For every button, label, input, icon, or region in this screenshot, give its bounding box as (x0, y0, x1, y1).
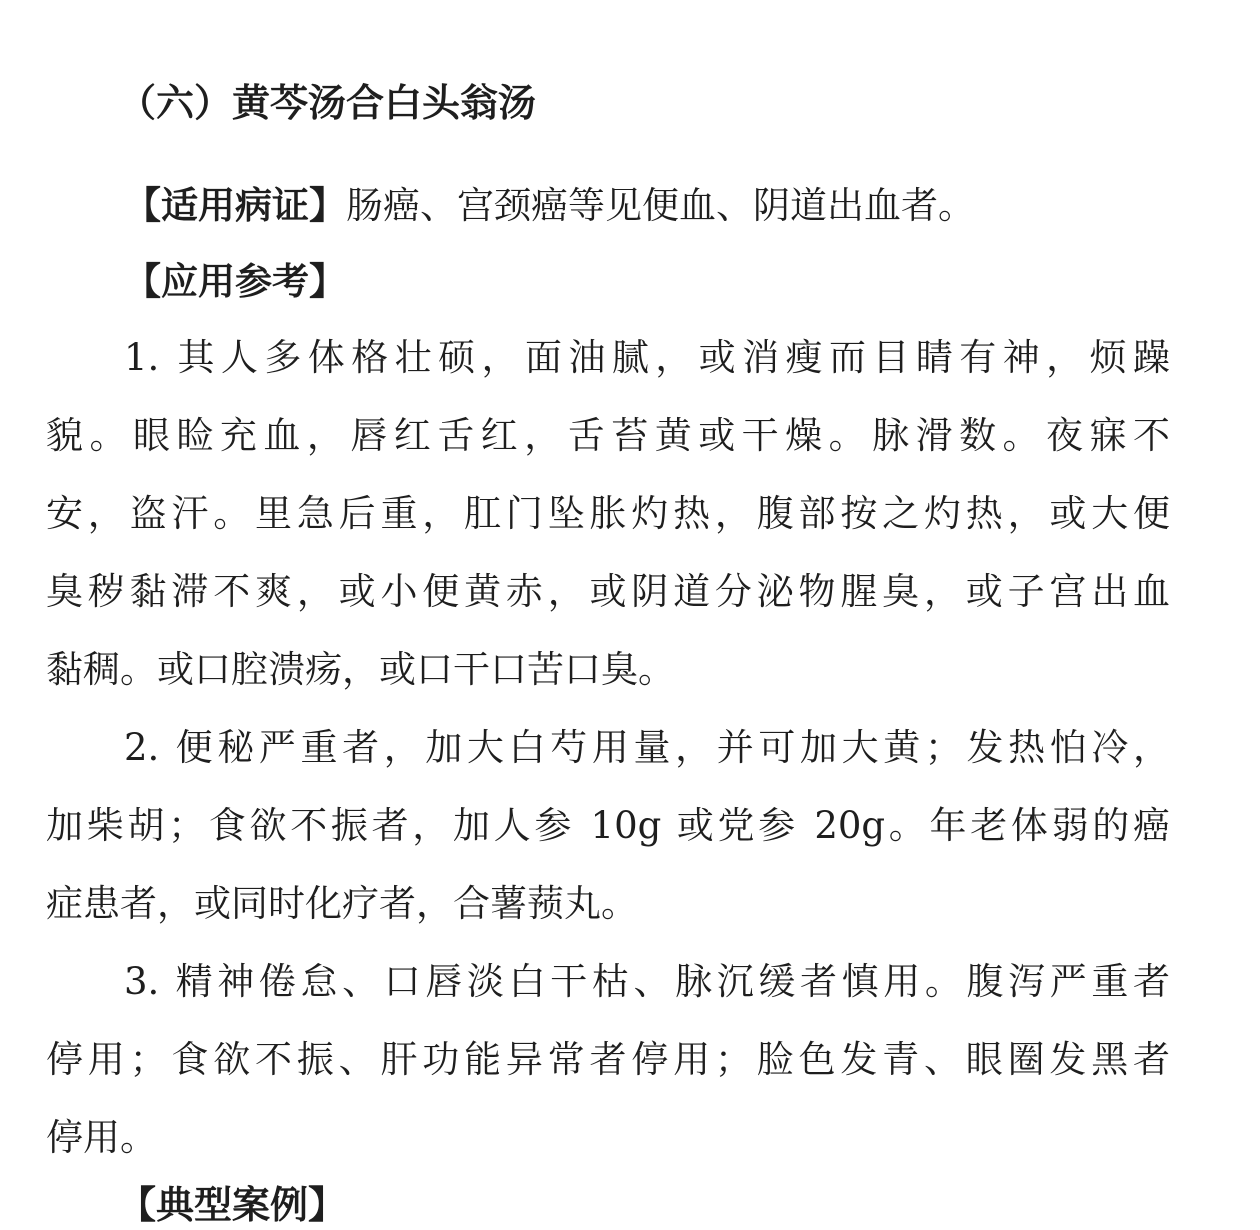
paragraph-1-line-4: 臭秽黏滞不爽，或小便黄赤，或阴道分泌物腥臭，或子宫出血 (46, 570, 1170, 613)
paragraph-2-line-3: 症患者，或同时化疗者，合薯蓣丸。 (46, 882, 638, 925)
indications-text: 肠癌、宫颈癌等见便血、阴道出血者。 (346, 184, 975, 227)
paragraph-1-line-3: 安，盗汗。里急后重，肛门坠胀灼热，腹部按之灼热，或大便 (46, 492, 1170, 535)
reference-label: 【应用参考】 (124, 260, 346, 303)
paragraph-2-line-2: 加柴胡；食欲不振者，加人参 10g 或党参 20g。年老体弱的癌 (46, 804, 1170, 847)
indications-label: 【适用病证】 (124, 184, 346, 227)
paragraph-3-line-1: 3. 精神倦怠、口唇淡白干枯、脉沉缓者慎用。腹泻严重者 (124, 960, 1170, 1003)
paragraph-1-line-2: 貌。眼睑充血，唇红舌红，舌苔黄或干燥。脉滑数。夜寐不 (46, 414, 1170, 457)
indications-line (124, 182, 1170, 230)
section-title: （六）黄芩汤合白头翁汤 (118, 81, 537, 125)
paragraph-1-line-1: 1. 其人多体格壮硕，面油腻，或消瘦而目睛有神，烦躁 (124, 336, 1170, 379)
paragraph-3-line-3: 停用。 (46, 1116, 157, 1159)
paragraph-3-line-2: 停用；食欲不振、肝功能异常者停用；脸色发青、眼圈发黑者 (46, 1038, 1170, 1081)
next-heading-partial: 【典型案例】 (118, 1183, 347, 1227)
paragraph-1-line-5: 黏稠。或口腔溃疡，或口干口苦口臭。 (46, 648, 675, 691)
paragraph-2-line-1: 2. 便秘严重者，加大白芍用量，并可加大黄；发热怕冷， (124, 726, 1170, 769)
